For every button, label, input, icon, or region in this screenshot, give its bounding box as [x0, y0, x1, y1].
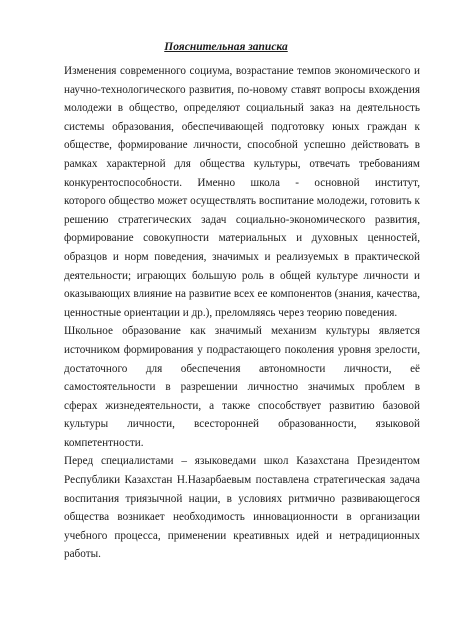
text-line: обществе, формирование личности, способной успешно действовать в [64, 139, 420, 152]
text-line: общества возникает необходимость инновационности в организации [64, 511, 420, 524]
document-title: Пояснительная записка [164, 41, 288, 53]
text-line: образцов и норм поведения, значимых и реализуемых в практической [64, 250, 420, 263]
text-line: Республики Казахстан Н.Назарбаевым поставлена стратегическая задача [64, 474, 420, 487]
text-line: Перед специалистами – языковедами школ Казахстана Президентом [64, 455, 420, 468]
text-line: молодежи в общество, определяют социальный заказ на деятельность [64, 102, 420, 115]
text-line: формирование совокупности материальных и духовных ценностей, [64, 232, 420, 245]
text-line: компетентности. [64, 436, 144, 449]
text-line: Изменения современного социума, возрастание темпов экономического и [64, 65, 420, 77]
text-line: которого общество может осуществлять воспитание молодежи, готовить к [64, 195, 420, 208]
text-line: рамках характерной для общества культуры, отвечать требованиям [64, 157, 420, 170]
text-line: оказывающих влияние на развитие всех ее компонентов (знания, качества, [64, 288, 420, 301]
text-line: воспитания триязычной нации, в условиях ритмично развивающегося [64, 492, 420, 505]
text-line: самостоятельности в разрешении личностно значимых проблем в [64, 381, 420, 394]
text-line: учебного процесса, применении креативных идей и нетрадиционных [64, 529, 420, 542]
text-line: культуры личности, всесторонней образованности, языковой [64, 418, 420, 431]
text-line: достаточного для обеспечения автономности личности, её [64, 362, 420, 375]
document-body [64, 62, 420, 564]
text-line: работы. [64, 548, 101, 561]
text-line: источником формирования у подрастающего поколения уровня зрелости, [64, 343, 420, 356]
text-line: системы образования, обеспечивающей подготовку юных граждан к [64, 120, 420, 133]
text-line: деятельности; играющих большую роль в общей культуре личности и [64, 269, 420, 282]
text-line: сферах жизнедеятельности, а также способствует развитию базовой [64, 399, 420, 412]
text-line: Школьное образование как значимый механизм культуры является [64, 325, 420, 338]
text-line: решению стратегических задач социально-экономического развития, [64, 213, 420, 226]
text-line: научно-технологического развития, по-новому ставят вопросы вхождения [64, 83, 420, 96]
text-line: конкурентоспособности. Именно школа - основной институт, [64, 176, 420, 189]
text-line: ценностные ориентации и др.), преломляясь через теорию поведения. [64, 306, 398, 319]
